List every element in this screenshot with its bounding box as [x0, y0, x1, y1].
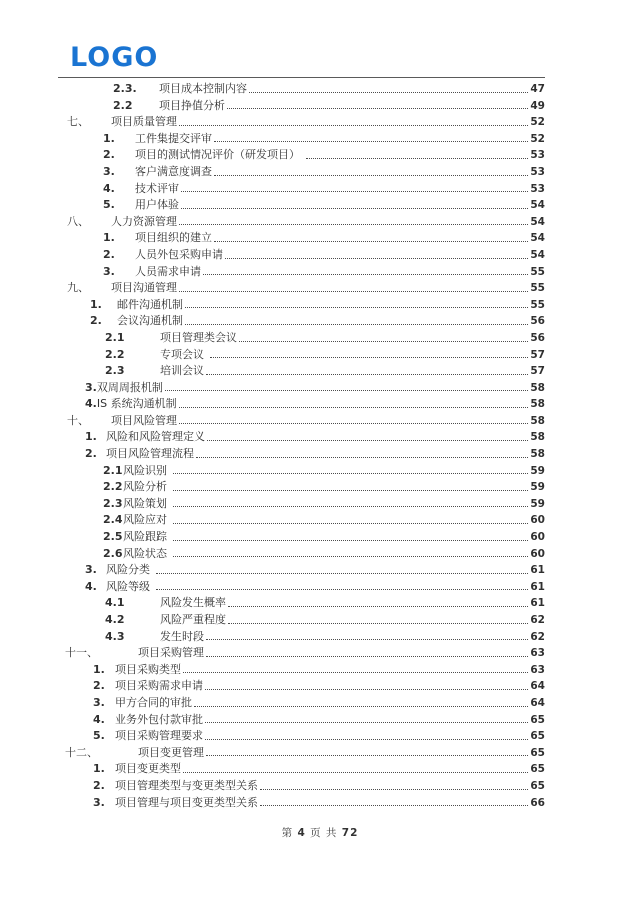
- toc-entry-page: 53: [530, 165, 545, 178]
- toc-leader-dots: [181, 208, 528, 209]
- toc-leader-dots: [183, 772, 528, 773]
- toc-leader-dots: [210, 357, 529, 358]
- toc-entry-page: 53: [530, 182, 545, 195]
- toc-entry[interactable]: [65, 313, 545, 330]
- toc-entry[interactable]: [65, 496, 545, 513]
- toc-entry[interactable]: [65, 164, 545, 181]
- toc-entry[interactable]: [65, 562, 545, 579]
- toc-entry-page: 55: [530, 282, 545, 295]
- toc-leader-dots: [179, 224, 528, 225]
- toc-entry-title: 培训会议: [160, 364, 204, 378]
- toc-leader-dots: [228, 606, 528, 607]
- toc-entry-title: 风险识别: [123, 463, 171, 477]
- toc-entry[interactable]: [65, 579, 545, 596]
- toc-entry[interactable]: [65, 546, 545, 563]
- toc-entry-title: 项目采购管理: [138, 646, 204, 660]
- toc-leader-dots: [194, 706, 528, 707]
- toc-entry-title: 人员需求申请: [135, 264, 201, 278]
- toc-entry[interactable]: [65, 347, 545, 364]
- toc-entry-page: 60: [530, 547, 545, 560]
- toc-entry-number: 4.3: [105, 629, 125, 643]
- toc-entry-page: 65: [530, 730, 545, 743]
- toc-entry-number: 九、: [67, 281, 89, 295]
- toc-entry[interactable]: [65, 330, 545, 347]
- toc-leader-dots: [173, 523, 529, 524]
- toc-entry[interactable]: [65, 479, 545, 496]
- toc-entry-page: 56: [530, 315, 545, 328]
- toc-leader-dots: [203, 274, 528, 275]
- toc-entry-title: 项目采购需求申请: [115, 679, 203, 693]
- toc-leader-dots: [205, 689, 528, 690]
- toc-entry[interactable]: [65, 197, 545, 214]
- toc-leader-dots: [206, 374, 528, 375]
- toc-entry[interactable]: [65, 595, 545, 612]
- toc-leader-dots: [206, 656, 528, 657]
- toc-entry-number: 十、: [67, 413, 89, 427]
- toc-entry-title: 专项会议: [160, 347, 208, 361]
- toc-entry-number: 2.3: [105, 364, 125, 378]
- toc-entry[interactable]: [65, 629, 545, 646]
- toc-entry-page: 62: [530, 630, 545, 643]
- toc-entry-number: 2.3.: [113, 82, 137, 95]
- toc-entry-title: 项目管理类型与变更类型关系: [115, 778, 258, 792]
- toc-leader-dots: [207, 440, 528, 441]
- toc-entry-number: 1.: [103, 231, 115, 245]
- toc-entry-number: 2.2: [105, 347, 125, 361]
- toc-entry-number: 3.: [103, 164, 115, 178]
- toc-entry-page: 60: [530, 531, 545, 544]
- toc-entry-number: 1.: [103, 131, 115, 145]
- toc-entry[interactable]: [65, 695, 545, 712]
- toc-entry-page: 61: [530, 580, 545, 593]
- toc-entry-number: 2.1: [103, 463, 123, 477]
- footer-label-of: 页 共: [310, 827, 338, 839]
- toc-entry-page: 64: [530, 696, 545, 709]
- toc-entry-title: 项目质量管理: [111, 115, 177, 129]
- toc-entry-page: 55: [530, 298, 545, 311]
- toc-entry[interactable]: [65, 114, 545, 131]
- toc-entry-page: 65: [530, 713, 545, 726]
- toc-entry-title: 风险和风险管理定义: [106, 430, 205, 444]
- toc-entry-page: 54: [530, 199, 545, 212]
- toc-leader-dots: [185, 324, 528, 325]
- toc-entry-page: 64: [530, 680, 545, 693]
- toc-entry-title: 人力资源管理: [111, 214, 177, 228]
- toc-entry[interactable]: [65, 645, 545, 662]
- toc-entry-page: 59: [530, 464, 545, 477]
- toc-entry-number: 4.1: [105, 596, 125, 610]
- toc-entry[interactable]: [65, 396, 545, 413]
- toc-leader-dots: [239, 341, 528, 342]
- toc-entry-title: 人员外包采购申请: [135, 247, 223, 261]
- toc-entry-title: 技术评审: [135, 181, 179, 195]
- toc-entry[interactable]: [65, 463, 545, 480]
- toc-entry-title: 项目变更管理: [138, 745, 204, 759]
- toc-entry-title: 项目的测试情况评价（研发项目）: [135, 148, 304, 162]
- toc-entry[interactable]: [65, 264, 545, 281]
- toc-entry-title: 项目风险管理流程: [106, 447, 194, 461]
- toc-entry[interactable]: [65, 712, 545, 729]
- toc-entry-number: 1.: [93, 762, 105, 776]
- toc-entry[interactable]: [65, 131, 545, 148]
- header-divider: [58, 77, 545, 78]
- toc-entry-title: 项目成本控制内容: [159, 82, 247, 95]
- toc-entry-page: 65: [530, 763, 545, 776]
- toc-entry-page: 55: [530, 265, 545, 278]
- toc-leader-dots: [173, 556, 529, 557]
- toc-entry[interactable]: [65, 429, 545, 446]
- toc-entry-title: 工件集提交评审: [135, 131, 212, 145]
- toc-leader-dots: [206, 639, 528, 640]
- toc-entry[interactable]: [65, 795, 545, 812]
- toc-entry-number: 5.: [93, 729, 105, 743]
- toc-leader-dots: [173, 540, 529, 541]
- toc-entry-number: 1.: [90, 297, 102, 311]
- toc-leader-dots: [173, 473, 529, 474]
- toc-entry[interactable]: [65, 662, 545, 679]
- toc-entry[interactable]: [65, 81, 545, 98]
- footer-current-page: 4: [297, 827, 306, 839]
- toc-entry-page: 47: [530, 83, 545, 95]
- toc-leader-dots: [214, 241, 528, 242]
- toc-entry-title: 邮件沟通机制: [117, 297, 183, 311]
- toc-leader-dots: [179, 125, 528, 126]
- toc-entry-number: 十一、: [65, 646, 98, 660]
- toc-entry-number: 3.: [85, 563, 97, 577]
- toc-entry[interactable]: [65, 380, 545, 397]
- toc-entry-page: 49: [530, 99, 545, 112]
- toc-entry-title: 风险严重程度: [160, 613, 226, 626]
- toc-entry-title: 项目组织的建立: [135, 231, 212, 245]
- toc-entry-number: 3.: [93, 695, 105, 709]
- toc-entry-page: 54: [530, 215, 545, 228]
- toc-entry[interactable]: [65, 363, 545, 380]
- toc-entry-title: 用户体验: [135, 198, 179, 212]
- toc-entry[interactable]: [65, 745, 545, 762]
- toc-entry-title: 风险发生概率: [160, 596, 226, 610]
- toc-entry-title: 甲方合同的审批: [115, 695, 192, 709]
- toc-entry-number: 4.2: [105, 613, 125, 626]
- toc-leader-dots: [214, 141, 528, 142]
- toc-entry-page: 58: [530, 414, 545, 427]
- toc-entry[interactable]: [65, 761, 545, 778]
- toc-entry-title: 项目管理类会议: [160, 330, 237, 344]
- page-footer: [0, 825, 640, 840]
- toc-entry[interactable]: [65, 147, 545, 164]
- toc-entry-page: 56: [530, 331, 545, 344]
- toc-entry-page: 62: [530, 614, 545, 626]
- toc-leader-dots: [196, 457, 528, 458]
- toc-leader-dots: [156, 573, 529, 574]
- toc-entry-page: 52: [530, 116, 545, 129]
- toc-leader-dots: [179, 291, 528, 292]
- toc-leader-dots: [205, 739, 528, 740]
- toc-entry-page: 59: [530, 497, 545, 510]
- toc-entry-page: 65: [530, 779, 545, 792]
- toc-entry-number: 4.: [85, 397, 97, 411]
- toc-entry-title: 项目风险管理: [111, 413, 177, 427]
- toc-entry-title: 风险策划: [123, 496, 171, 510]
- toc-entry-title: 项目管理与项目变更类型关系: [115, 795, 258, 809]
- toc-entry-title: 风险分类: [106, 563, 154, 577]
- toc-entry-number: 2.: [93, 778, 105, 792]
- toc-entry[interactable]: [65, 413, 545, 430]
- toc-leader-dots: [306, 158, 529, 159]
- toc-entry-number: 5.: [103, 198, 115, 212]
- toc-entry[interactable]: [65, 214, 545, 231]
- toc-entry-title: 项目沟通管理: [111, 281, 177, 295]
- toc-leader-dots: [173, 506, 529, 507]
- toc-leader-dots: [227, 108, 528, 109]
- toc-entry-number: 八、: [67, 214, 89, 228]
- toc-entry-title: 项目变更类型: [115, 762, 181, 776]
- toc-entry-title: 双周周报机制: [96, 380, 163, 394]
- toc-leader-dots: [185, 307, 528, 308]
- toc-entry-number: 3.: [103, 264, 115, 278]
- toc-entry[interactable]: [65, 512, 545, 529]
- toc-entry-page: 60: [530, 514, 545, 527]
- toc-entry-page: 63: [530, 647, 545, 660]
- toc-entry-number: 4.: [85, 579, 97, 593]
- toc-entry[interactable]: [65, 247, 545, 264]
- toc-entry-number: 2.: [85, 447, 97, 461]
- toc-entry-page: 57: [530, 365, 545, 378]
- toc-entry-title: 会议沟通机制: [117, 314, 183, 328]
- toc-leader-dots: [179, 407, 528, 408]
- toc-entry-number: 2.: [103, 148, 115, 162]
- toc-entry-number: 1.: [93, 662, 105, 676]
- toc-entry-title: 风险状态: [123, 546, 171, 560]
- toc-entry-title: 业务外包付款审批: [115, 712, 203, 726]
- toc-entry-page: 58: [530, 398, 545, 411]
- toc-entry-title: 风险等级: [106, 579, 154, 593]
- toc-entry-page: 61: [530, 597, 545, 610]
- toc-entry-page: 58: [530, 431, 545, 444]
- table-of-contents: [65, 81, 545, 811]
- toc-entry-number: 2.: [90, 314, 102, 328]
- toc-entry[interactable]: [65, 181, 545, 198]
- toc-entry-title: 项目挣值分析: [159, 98, 225, 112]
- toc-entry-page: 58: [530, 448, 545, 461]
- toc-entry-page: 54: [530, 232, 545, 245]
- toc-entry-page: 58: [530, 381, 545, 394]
- toc-entry-number: 4.: [103, 181, 115, 195]
- toc-entry-number: 2.1: [105, 330, 125, 344]
- toc-entry[interactable]: [65, 230, 545, 247]
- toc-entry-title: 发生时段: [160, 629, 204, 643]
- toc-entry-title: 风险跟踪: [123, 530, 171, 544]
- toc-entry-page: 65: [530, 746, 545, 759]
- toc-leader-dots: [260, 805, 528, 806]
- toc-leader-dots: [214, 175, 528, 176]
- toc-entry-page: 66: [530, 796, 545, 809]
- toc-entry[interactable]: [65, 98, 545, 115]
- toc-leader-dots: [173, 490, 529, 491]
- toc-leader-dots: [260, 789, 528, 790]
- toc-leader-dots: [179, 423, 528, 424]
- toc-entry-number: 2.5: [103, 530, 123, 544]
- toc-entry-number: 4.: [93, 712, 105, 726]
- toc-entry[interactable]: [65, 728, 545, 745]
- toc-entry[interactable]: [65, 529, 545, 546]
- toc-entry-page: 61: [530, 564, 545, 577]
- toc-entry[interactable]: [65, 678, 545, 695]
- footer-total-pages: 72: [341, 827, 359, 839]
- toc-entry-title: 项目采购类型: [115, 662, 181, 676]
- toc-entry-page: 59: [530, 481, 545, 494]
- toc-entry[interactable]: [65, 280, 545, 297]
- toc-entry-number: 3.: [85, 380, 97, 394]
- toc-entry-number: 2.2: [103, 480, 123, 494]
- toc-entry-title: IS 系统沟通机制: [96, 397, 177, 411]
- footer-label-page: 第: [281, 827, 294, 839]
- toc-entry-number: 1.: [85, 430, 97, 444]
- toc-entry-title: 风险分析: [123, 480, 171, 494]
- toc-entry-title: 项目采购管理要求: [115, 729, 203, 743]
- toc-entry-number: 2.: [93, 679, 105, 693]
- toc-leader-dots: [225, 258, 528, 259]
- toc-entry-page: 57: [530, 348, 545, 361]
- toc-leader-dots: [181, 191, 528, 192]
- toc-entry-title: 风险应对: [123, 513, 171, 527]
- toc-entry[interactable]: [65, 446, 545, 463]
- toc-leader-dots: [206, 755, 528, 756]
- toc-entry-number: 2.: [103, 247, 115, 261]
- toc-leader-dots: [205, 722, 528, 723]
- toc-entry[interactable]: [65, 297, 545, 314]
- toc-leader-dots: [228, 623, 528, 624]
- toc-entry-number: 2.6: [103, 546, 123, 560]
- toc-leader-dots: [156, 589, 529, 590]
- toc-entry-number: 3.: [93, 795, 105, 809]
- toc-entry-number: 七、: [67, 115, 89, 129]
- toc-entry-number: 十二、: [65, 745, 98, 759]
- toc-entry-page: 53: [530, 149, 545, 162]
- logo: LOGO: [70, 42, 159, 73]
- toc-entry-page: 63: [530, 663, 545, 676]
- toc-entry-number: 2.4: [103, 513, 123, 527]
- toc-entry-number: 2.3: [103, 496, 123, 510]
- toc-entry-title: 客户满意度调查: [135, 164, 212, 178]
- toc-entry-page: 52: [530, 132, 545, 145]
- toc-entry[interactable]: [65, 778, 545, 795]
- toc-entry-number: 2.2: [113, 98, 133, 112]
- toc-leader-dots: [249, 92, 528, 93]
- toc-entry[interactable]: [65, 612, 545, 629]
- toc-entry-page: 54: [530, 248, 545, 261]
- toc-leader-dots: [165, 390, 528, 391]
- toc-leader-dots: [183, 672, 528, 673]
